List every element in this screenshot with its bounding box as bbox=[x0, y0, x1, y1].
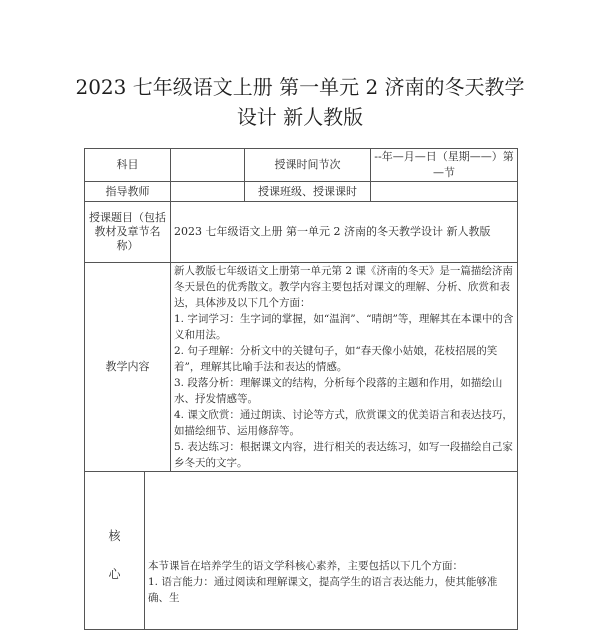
content-paragraph: 新人教版七年级语文上册第一单元第 2 课《济南的冬天》是一篇描绘济南冬天景色的优秀散文。教学内容主要包括对课文的理解、分析、欣赏和表达，具体涉及以下几个方面： bbox=[174, 265, 513, 309]
time-value: --年—月—日（星期——）第—节 bbox=[371, 149, 518, 182]
teacher-label: 指导教师 bbox=[85, 182, 171, 202]
content-paragraph: 2. 句子理解：分析文中的关键句子，如“春天像小姑娘，花枝招展的笑着”，理解其比喻手法和表达的情感。 bbox=[174, 345, 498, 373]
class-label: 授课班级、授课课时 bbox=[245, 182, 371, 202]
core-item: 1. 语言能力：通过阅读和理解课文，提高学生的语言表达能力，使其能够准确、生 bbox=[148, 575, 498, 604]
subject-value bbox=[171, 149, 245, 182]
core-literacy-body bbox=[145, 472, 518, 630]
table-row bbox=[85, 202, 518, 263]
time-label: 授课时间节次 bbox=[245, 149, 371, 182]
subject-label: 科目 bbox=[85, 149, 171, 182]
table-row bbox=[85, 182, 518, 202]
title-line-1: 2023 七年级语文上册 第一单元 2 济南的冬天教学 bbox=[75, 75, 525, 99]
title-line-2: 设计 新人教版 bbox=[236, 105, 364, 129]
lesson-plan-table bbox=[84, 148, 518, 630]
table-row bbox=[85, 149, 518, 182]
content-paragraph: 3. 段落分析：理解课文的结构，分析每个段落的主题和作用，如描绘山水、抒发情感等。 bbox=[174, 377, 503, 405]
core-label-char: 核 bbox=[108, 528, 121, 543]
content-paragraph: 1. 字词学习：生字词的掌握，如“温润”、“晴朗”等，理解其在本课中的含义和用法。 bbox=[174, 313, 514, 341]
core-intro: 本节课旨在培养学生的语文学科核心素养，主要包括以下几个方面： bbox=[148, 559, 463, 572]
teacher-value bbox=[171, 182, 245, 202]
content-paragraph: 5. 表达练习：根据课文内容，进行相关的表达练习，如写一段描绘自己家乡冬天的文字。 bbox=[174, 441, 513, 469]
content-label: 教学内容 bbox=[85, 263, 171, 472]
topic-value: 2023 七年级语文上册 第一单元 2 济南的冬天教学设计 新人教版 bbox=[171, 202, 518, 263]
core-label-char: 心 bbox=[108, 566, 121, 581]
core-literacy-label bbox=[85, 472, 145, 630]
document-title bbox=[0, 72, 600, 132]
table-row bbox=[85, 472, 518, 630]
content-paragraph: 4. 课文欣赏：通过朗读、讨论等方式，欣赏课文的优美语言和表达技巧，如描绘细节、运用修辞等。 bbox=[174, 409, 513, 437]
table-row bbox=[85, 263, 518, 472]
content-body bbox=[171, 263, 518, 472]
topic-label: 授课题目（包括教材及章节名称） bbox=[85, 202, 171, 263]
class-value bbox=[371, 182, 518, 202]
